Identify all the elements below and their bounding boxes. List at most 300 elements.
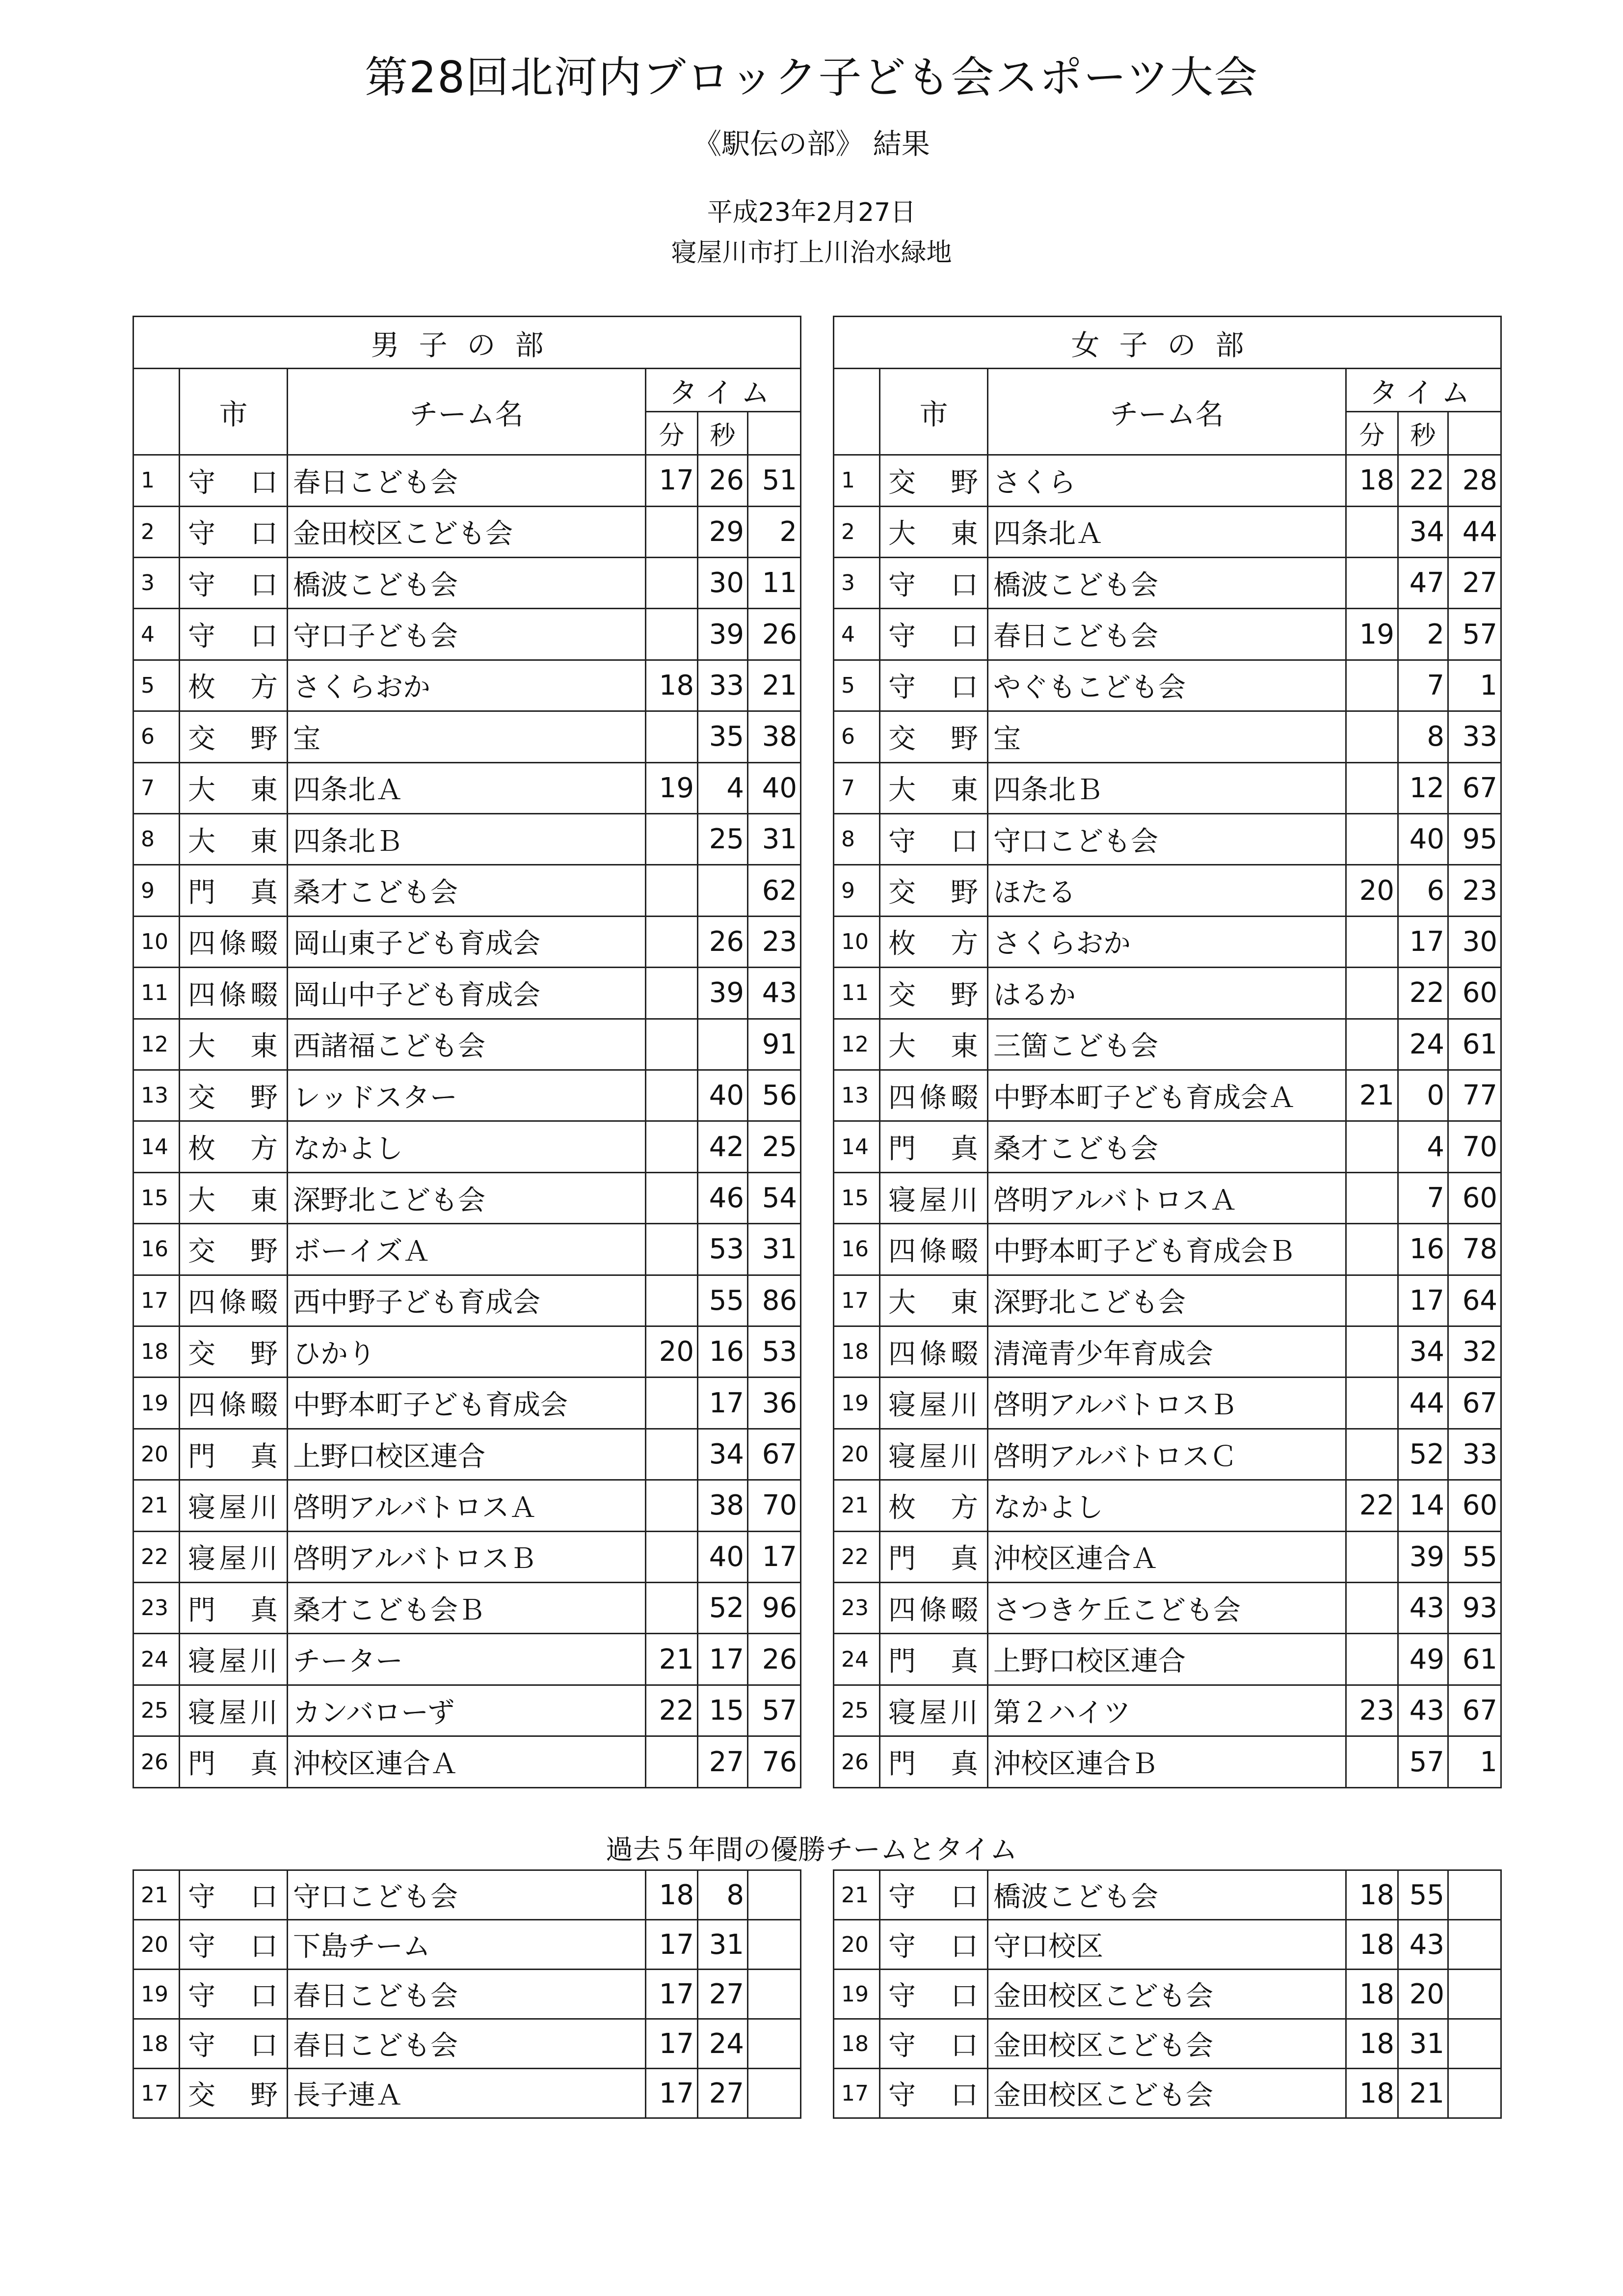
city-cell: 門真 <box>180 865 288 916</box>
seconds-cell: 27 <box>698 1736 748 1788</box>
rank-cell: 26 <box>133 1736 180 1788</box>
minutes-cell <box>1346 506 1398 557</box>
fraction-cell: 67 <box>1448 1378 1501 1429</box>
minutes-cell: 23 <box>1346 1685 1398 1736</box>
fraction-cell: 67 <box>1448 762 1501 813</box>
city-cell: 四條畷 <box>880 1224 988 1275</box>
city-cell: 交野 <box>880 968 988 1019</box>
seconds-cell: 12 <box>1398 762 1448 813</box>
city-cell: 守口 <box>180 1870 288 1920</box>
boys-results-table <box>133 316 801 1788</box>
table-row <box>834 2019 1501 2069</box>
rank-cell: 15 <box>133 1172 180 1223</box>
rank-cell: 11 <box>133 968 180 1019</box>
rank-cell: 20 <box>133 1920 180 1970</box>
city-cell: 守口 <box>180 1920 288 1970</box>
fraction-cell <box>748 2019 801 2069</box>
table-row <box>133 1172 801 1223</box>
team-name-cell: 岡山東子ども育成会 <box>288 916 646 967</box>
city-cell: 大東 <box>880 1019 988 1070</box>
minutes-cell <box>646 1172 698 1223</box>
city-cell: 門真 <box>880 1736 988 1788</box>
city-cell: 寝屋川 <box>880 1378 988 1429</box>
rank-cell: 3 <box>133 557 180 608</box>
fraction-cell: 54 <box>748 1172 801 1223</box>
minutes-cell <box>1346 1224 1398 1275</box>
table-row <box>834 1070 1501 1121</box>
rank-cell: 15 <box>834 1172 880 1223</box>
minutes-cell <box>646 1019 698 1070</box>
city-cell: 守口 <box>880 557 988 608</box>
seconds-cell: 7 <box>1398 660 1448 711</box>
fraction-cell: 27 <box>1448 557 1501 608</box>
minutes-cell <box>1346 557 1398 608</box>
seconds-cell: 40 <box>698 1070 748 1121</box>
city-cell: 寝屋川 <box>880 1429 988 1480</box>
table-row <box>834 1920 1501 1970</box>
table-row <box>133 1531 801 1582</box>
city-cell: 守口 <box>880 2019 988 2069</box>
minutes-cell: 18 <box>646 660 698 711</box>
seconds-cell: 0 <box>1398 1070 1448 1121</box>
fraction-cell: 86 <box>748 1275 801 1326</box>
seconds-cell: 4 <box>1398 1121 1448 1172</box>
table-row <box>133 762 801 813</box>
table-row <box>834 1378 1501 1429</box>
rank-cell: 19 <box>133 1970 180 2019</box>
table-row <box>834 1019 1501 1070</box>
seconds-cell: 25 <box>698 813 748 864</box>
table-row <box>133 1429 801 1480</box>
table-row <box>133 1224 801 1275</box>
team-name-cell: ひかり <box>288 1326 646 1378</box>
rank-cell: 25 <box>133 1685 180 1736</box>
fraction-cell: 25 <box>748 1121 801 1172</box>
fraction-cell: 95 <box>1448 813 1501 864</box>
past-winners-title: 過去５年間の優勝チームとタイム <box>606 1834 1017 1866</box>
team-name-cell: やぐもこども会 <box>988 660 1346 711</box>
seconds-cell: 43 <box>1398 1685 1448 1736</box>
rank-cell: 8 <box>133 813 180 864</box>
minutes-cell <box>646 1378 698 1429</box>
table-row <box>834 1121 1501 1172</box>
table-row <box>834 1634 1501 1685</box>
table-row <box>133 2069 801 2118</box>
minutes-cell: 19 <box>646 762 698 813</box>
minutes-cell <box>646 506 698 557</box>
team-name-cell: 橋波こども会 <box>988 557 1346 608</box>
team-name-cell: 橋波こども会 <box>288 557 646 608</box>
fraction-cell: 60 <box>1448 968 1501 1019</box>
team-name-cell: 深野北こども会 <box>288 1172 646 1223</box>
team-name-cell: 啓明アルバトロスＣ <box>988 1429 1346 1480</box>
seconds-cell: 55 <box>1398 1870 1448 1920</box>
fraction-cell: 44 <box>1448 506 1501 557</box>
minutes-cell <box>1346 1019 1398 1070</box>
seconds-cell: 39 <box>1398 1531 1448 1582</box>
seconds-cell: 53 <box>698 1224 748 1275</box>
team-name-cell: さくらおか <box>288 660 646 711</box>
fraction-cell <box>748 1870 801 1920</box>
team-name-cell: 金田校区こども会 <box>988 2019 1346 2069</box>
minute-header: 分 <box>1346 411 1398 455</box>
seconds-cell: 42 <box>698 1121 748 1172</box>
table-row <box>834 1685 1501 1736</box>
team-name-cell: カンバローず <box>288 1685 646 1736</box>
past-boys-table <box>133 1869 801 2119</box>
fraction-cell: 70 <box>748 1480 801 1531</box>
minutes-cell <box>1346 1736 1398 1788</box>
fraction-cell <box>748 1920 801 1970</box>
table-row <box>133 711 801 762</box>
rank-cell: 17 <box>834 2069 880 2118</box>
minutes-cell: 19 <box>1346 609 1398 660</box>
fraction-cell <box>1448 2069 1501 2118</box>
seconds-cell: 38 <box>698 1480 748 1531</box>
fraction-cell <box>1448 1920 1501 1970</box>
minutes-cell <box>646 865 698 916</box>
rank-cell: 26 <box>834 1736 880 1788</box>
seconds-cell: 17 <box>1398 1275 1448 1326</box>
team-name-cell: 春日こども会 <box>988 609 1346 660</box>
fraction-cell: 93 <box>1448 1583 1501 1634</box>
fraction-cell: 26 <box>748 609 801 660</box>
team-name-cell: なかよし <box>288 1121 646 1172</box>
seconds-cell: 29 <box>698 506 748 557</box>
team-name-cell: 金田校区こども会 <box>988 1970 1346 2019</box>
team-name-cell: 長子連Ａ <box>288 2069 646 2118</box>
rank-cell: 22 <box>133 1531 180 1582</box>
team-name-cell: さつきケ丘こども会 <box>988 1583 1346 1634</box>
table-row <box>834 557 1501 608</box>
seconds-cell: 24 <box>698 2019 748 2069</box>
seconds-cell <box>698 1019 748 1070</box>
city-cell: 四條畷 <box>880 1583 988 1634</box>
table-row <box>133 2019 801 2069</box>
table-row <box>133 1121 801 1172</box>
team-name-cell: 三箇こども会 <box>988 1019 1346 1070</box>
team-name-cell: 岡山中子ども育成会 <box>288 968 646 1019</box>
fraction-cell: 96 <box>748 1583 801 1634</box>
rank-cell: 10 <box>133 916 180 967</box>
seconds-cell: 35 <box>698 711 748 762</box>
fraction-cell: 33 <box>1448 711 1501 762</box>
team-name-cell: 深野北こども会 <box>988 1275 1346 1326</box>
team-name-cell: 桑才こども会 <box>988 1121 1346 1172</box>
team-name-cell: 桑才こども会Ｂ <box>288 1583 646 1634</box>
page-subtitle: 《駅伝の部》 結果 <box>693 127 930 161</box>
minutes-cell <box>646 1121 698 1172</box>
page-title: 第28回北河内ブロック子ども会スポーツ大会 <box>365 52 1258 103</box>
girls-section-title: 女子の部 <box>834 317 1501 369</box>
fraction-cell: 26 <box>748 1634 801 1685</box>
city-cell: 寝屋川 <box>180 1480 288 1531</box>
minute-header: 分 <box>646 411 698 455</box>
team-name-cell: 橋波こども会 <box>988 1870 1346 1920</box>
table-row <box>834 1172 1501 1223</box>
rank-cell: 25 <box>834 1685 880 1736</box>
fraction-cell: 78 <box>1448 1224 1501 1275</box>
rank-cell: 19 <box>834 1970 880 2019</box>
rank-cell: 21 <box>834 1480 880 1531</box>
city-cell: 守口 <box>880 1970 988 2019</box>
fraction-cell: 57 <box>1448 609 1501 660</box>
minutes-cell <box>646 1531 698 1582</box>
rank-cell: 16 <box>133 1224 180 1275</box>
seconds-cell: 17 <box>698 1634 748 1685</box>
fraction-cell: 60 <box>1448 1172 1501 1223</box>
minutes-cell <box>1346 1326 1398 1378</box>
minutes-cell <box>646 813 698 864</box>
rank-cell: 14 <box>834 1121 880 1172</box>
fraction-cell: 30 <box>1448 916 1501 967</box>
seconds-cell: 34 <box>1398 506 1448 557</box>
fraction-cell: 40 <box>748 762 801 813</box>
seconds-cell: 33 <box>698 660 748 711</box>
seconds-cell: 22 <box>1398 968 1448 1019</box>
fraction-cell: 60 <box>1448 1480 1501 1531</box>
fraction-cell <box>1448 1870 1501 1920</box>
seconds-cell: 30 <box>698 557 748 608</box>
seconds-cell: 6 <box>1398 865 1448 916</box>
minutes-cell <box>646 916 698 967</box>
city-cell: 四條畷 <box>180 968 288 1019</box>
city-cell: 四條畷 <box>180 1275 288 1326</box>
city-cell: 守口 <box>880 2069 988 2118</box>
seconds-cell: 52 <box>698 1583 748 1634</box>
seconds-cell: 27 <box>698 2069 748 2118</box>
fraction-cell: 57 <box>748 1685 801 1736</box>
second-header: 秒 <box>1398 411 1448 455</box>
seconds-cell: 43 <box>1398 1920 1448 1970</box>
minutes-cell <box>646 1583 698 1634</box>
fraction-cell: 17 <box>748 1531 801 1582</box>
table-row <box>133 1275 801 1326</box>
seconds-cell: 16 <box>1398 1224 1448 1275</box>
city-cell: 守口 <box>180 455 288 506</box>
rank-cell: 21 <box>133 1480 180 1531</box>
team-name-cell: さくらおか <box>988 916 1346 967</box>
team-name-cell: 春日こども会 <box>288 1970 646 2019</box>
fraction-cell: 23 <box>1448 865 1501 916</box>
minutes-cell: 17 <box>646 2019 698 2069</box>
city-cell: 交野 <box>180 1326 288 1378</box>
team-name-cell: 宝 <box>288 711 646 762</box>
rank-cell: 16 <box>834 1224 880 1275</box>
city-cell: 枚方 <box>180 1121 288 1172</box>
rank-cell: 14 <box>133 1121 180 1172</box>
team-name-cell: 四条北Ａ <box>288 762 646 813</box>
time-header: タイム <box>646 369 801 411</box>
minutes-cell <box>1346 1429 1398 1480</box>
team-name-cell: ボーイズＡ <box>288 1224 646 1275</box>
event-venue: 寝屋川市打上川治水緑地 <box>671 238 952 268</box>
seconds-cell: 17 <box>1398 916 1448 967</box>
seconds-cell: 31 <box>698 1920 748 1970</box>
table-row <box>834 1870 1501 1920</box>
team-name-cell: 西諸福こども会 <box>288 1019 646 1070</box>
table-row <box>834 762 1501 813</box>
seconds-cell: 20 <box>1398 1970 1448 2019</box>
minutes-cell: 21 <box>646 1634 698 1685</box>
team-name-cell: 第２ハイツ <box>988 1685 1346 1736</box>
fraction-cell: 51 <box>748 455 801 506</box>
minutes-cell: 20 <box>1346 865 1398 916</box>
seconds-cell: 8 <box>698 1870 748 1920</box>
rank-cell: 23 <box>834 1583 880 1634</box>
rank-cell: 18 <box>834 2019 880 2069</box>
rank-cell: 7 <box>133 762 180 813</box>
city-header: 市 <box>880 369 988 455</box>
team-header: チーム名 <box>288 369 646 455</box>
city-cell: 四條畷 <box>880 1326 988 1378</box>
rank-cell: 5 <box>834 660 880 711</box>
team-name-cell: ほたる <box>988 865 1346 916</box>
rank-cell: 1 <box>133 455 180 506</box>
girls-results-table <box>833 316 1502 1788</box>
event-date: 平成23年2月27日 <box>707 198 916 227</box>
seconds-cell: 49 <box>1398 1634 1448 1685</box>
minutes-cell: 18 <box>646 1870 698 1920</box>
fraction-cell: 64 <box>1448 1275 1501 1326</box>
rank-cell: 4 <box>834 609 880 660</box>
fraction-cell: 70 <box>1448 1121 1501 1172</box>
minutes-cell <box>1346 916 1398 967</box>
seconds-cell: 16 <box>698 1326 748 1378</box>
city-cell: 寝屋川 <box>180 1685 288 1736</box>
rank-cell: 23 <box>133 1583 180 1634</box>
city-cell: 守口 <box>880 660 988 711</box>
rank-cell: 17 <box>133 2069 180 2118</box>
fraction-cell <box>1448 1970 1501 2019</box>
team-name-cell: 沖校区連合Ａ <box>288 1736 646 1788</box>
minutes-cell <box>1346 1378 1398 1429</box>
rank-header <box>133 369 180 455</box>
rank-cell: 12 <box>133 1019 180 1070</box>
seconds-cell: 40 <box>698 1531 748 1582</box>
team-name-cell: 中野本町子ども育成会Ａ <box>988 1070 1346 1121</box>
fraction-cell: 53 <box>748 1326 801 1378</box>
city-cell: 守口 <box>180 1970 288 2019</box>
rank-cell: 24 <box>133 1634 180 1685</box>
rank-cell: 5 <box>133 660 180 711</box>
rank-cell: 3 <box>834 557 880 608</box>
team-name-cell: 啓明アルバトロスＢ <box>988 1378 1346 1429</box>
table-row <box>133 916 801 967</box>
rank-cell: 19 <box>133 1378 180 1429</box>
table-row <box>834 2069 1501 2118</box>
minutes-cell <box>1346 1583 1398 1634</box>
table-row <box>133 557 801 608</box>
table-row <box>834 1480 1501 1531</box>
minutes-cell <box>1346 1531 1398 1582</box>
table-row <box>834 1583 1501 1634</box>
rank-cell: 7 <box>834 762 880 813</box>
table-row <box>834 506 1501 557</box>
rank-cell: 22 <box>834 1531 880 1582</box>
rank-cell: 24 <box>834 1634 880 1685</box>
table-row <box>133 865 801 916</box>
city-cell: 寝屋川 <box>880 1172 988 1223</box>
rank-cell: 11 <box>834 968 880 1019</box>
city-cell: 大東 <box>180 813 288 864</box>
seconds-cell: 22 <box>1398 455 1448 506</box>
city-cell: 交野 <box>180 1070 288 1121</box>
team-name-cell: 桑才こども会 <box>288 865 646 916</box>
city-cell: 守口 <box>180 557 288 608</box>
seconds-cell: 34 <box>1398 1326 1448 1378</box>
seconds-cell: 21 <box>1398 2069 1448 2118</box>
rank-cell: 18 <box>133 2019 180 2069</box>
table-row <box>133 1378 801 1429</box>
team-name-cell: 中野本町子ども育成会 <box>288 1378 646 1429</box>
fraction-cell <box>1448 2019 1501 2069</box>
minutes-cell: 18 <box>1346 1870 1398 1920</box>
seconds-cell: 24 <box>1398 1019 1448 1070</box>
seconds-cell: 8 <box>1398 711 1448 762</box>
seconds-cell: 15 <box>698 1685 748 1736</box>
city-cell: 四條畷 <box>180 1378 288 1429</box>
city-cell: 交野 <box>880 711 988 762</box>
rank-cell: 8 <box>834 813 880 864</box>
table-row <box>133 660 801 711</box>
minutes-cell <box>1346 762 1398 813</box>
table-row <box>133 1326 801 1378</box>
city-header: 市 <box>180 369 288 455</box>
team-name-cell: 四条北Ｂ <box>988 762 1346 813</box>
fraction-cell: 1 <box>1448 1736 1501 1788</box>
minutes-cell <box>646 1736 698 1788</box>
team-name-cell: 中野本町子ども育成会Ｂ <box>988 1224 1346 1275</box>
seconds-cell: 34 <box>698 1429 748 1480</box>
city-cell: 交野 <box>880 455 988 506</box>
city-cell: 大東 <box>180 762 288 813</box>
fraction-cell <box>748 2069 801 2118</box>
table-row <box>133 813 801 864</box>
team-name-cell: レッドスター <box>288 1070 646 1121</box>
table-row <box>834 1429 1501 1480</box>
minutes-cell <box>1346 1634 1398 1685</box>
fraction-header <box>748 411 801 455</box>
fraction-cell: 61 <box>1448 1019 1501 1070</box>
table-row <box>133 455 801 506</box>
team-name-cell: チーター <box>288 1634 646 1685</box>
city-cell: 寝屋川 <box>880 1685 988 1736</box>
seconds-cell: 44 <box>1398 1378 1448 1429</box>
team-header: チーム名 <box>988 369 1346 455</box>
minutes-cell: 17 <box>646 455 698 506</box>
fraction-cell: 36 <box>748 1378 801 1429</box>
fraction-cell: 23 <box>748 916 801 967</box>
minutes-cell: 18 <box>1346 2069 1398 2118</box>
minutes-cell <box>646 609 698 660</box>
minutes-cell: 18 <box>1346 1920 1398 1970</box>
seconds-cell: 17 <box>698 1378 748 1429</box>
rank-cell: 17 <box>834 1275 880 1326</box>
rank-cell: 18 <box>133 1326 180 1378</box>
table-row <box>133 506 801 557</box>
fraction-cell: 62 <box>748 865 801 916</box>
team-name-cell: 金田校区こども会 <box>988 2069 1346 2118</box>
rank-cell: 18 <box>834 1326 880 1378</box>
table-row <box>834 1736 1501 1788</box>
minutes-cell: 18 <box>1346 1970 1398 2019</box>
city-cell: 交野 <box>880 865 988 916</box>
team-name-cell: 上野口校区連合 <box>988 1634 1346 1685</box>
table-row <box>834 813 1501 864</box>
team-name-cell: 沖校区連合Ｂ <box>988 1736 1346 1788</box>
minutes-cell <box>646 1429 698 1480</box>
